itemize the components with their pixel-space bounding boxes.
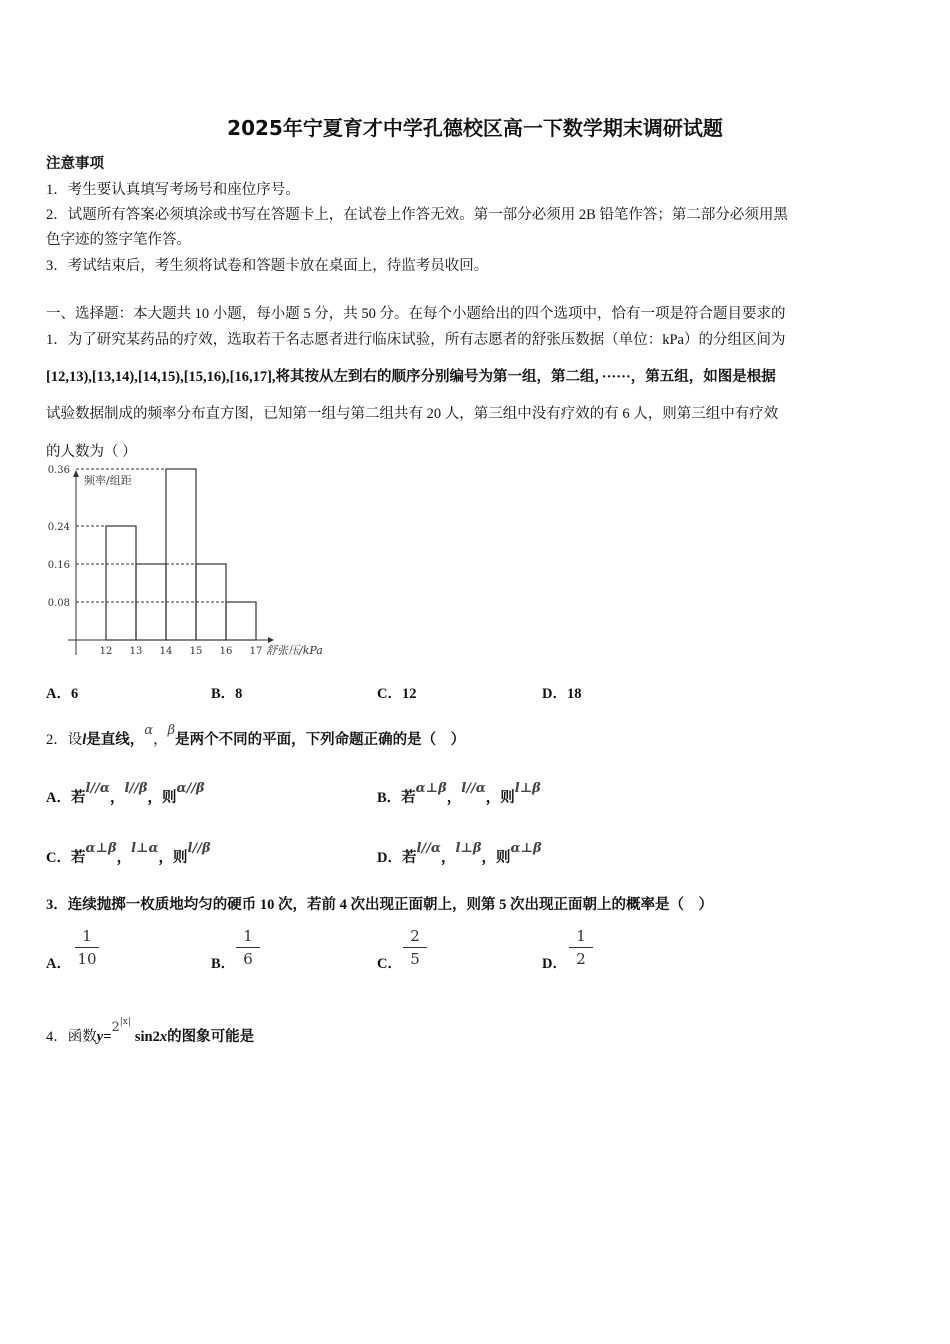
y-tick-label: 0.36 xyxy=(47,465,70,476)
x-axis-arrow xyxy=(268,637,274,643)
notice-item: 3．考试结束后，考生须将试卷和答题卡放在桌面上，待监考员收回。 xyxy=(46,258,489,274)
q2-option-c[interactable] xyxy=(46,841,211,867)
q3-option-b-fraction[interactable] xyxy=(236,927,260,968)
q1-option-d[interactable]: D．18 xyxy=(542,686,582,702)
y-axis-label: 频率/组距 xyxy=(84,474,132,487)
histogram-bar xyxy=(226,602,256,640)
option-comma: ， xyxy=(116,850,132,866)
option-then: ，则 xyxy=(481,850,511,866)
page-title: 2025年宁夏育才中学孔德校区高一下数学期末调研试题 xyxy=(227,116,723,140)
option-then: ，则 xyxy=(485,790,515,806)
question-1-line: 1．为了研究某药品的疗效，选取若干名志愿者进行临床试验，所有志愿者的舒张压数据（单位：kPa）的分组区间为 xyxy=(46,332,786,348)
frequency-histogram xyxy=(40,465,350,665)
option-math: l//α xyxy=(461,781,486,796)
x-tick-label: 17 xyxy=(249,646,263,657)
question-2-stem xyxy=(46,723,466,749)
option-math: l//β xyxy=(187,841,211,856)
q2-stem-part: 是直线， xyxy=(86,732,145,748)
q2-option-a[interactable] xyxy=(46,781,205,807)
option-math: α//β xyxy=(176,781,205,796)
denominator: 10 xyxy=(77,950,97,968)
option-then: ，则 xyxy=(147,790,177,806)
option-label: C．若 xyxy=(46,850,86,866)
option-math: l⊥α xyxy=(131,841,159,856)
q4-rest: 的图象可能是 xyxy=(167,1029,255,1045)
q1-option-a[interactable]: A．6 xyxy=(46,686,79,702)
q1-option-c[interactable]: C．12 xyxy=(377,686,417,702)
q2-comma: ， xyxy=(153,732,168,748)
option-comma: ， xyxy=(109,790,125,806)
numerator: 1 xyxy=(243,927,253,945)
q4-var: x xyxy=(159,1029,168,1045)
q4-func: sin2 xyxy=(134,1029,160,1045)
section-heading: 一、选择题：本大题共 10 小题，每小题 5 分，共 50 分。在每个小题给出的四个选项中，恰有一项是符合题目要求的 xyxy=(46,306,786,322)
x-tick-label: 14 xyxy=(159,646,173,657)
notice-item: 色字迹的签字笔作答。 xyxy=(46,232,191,248)
option-then: ，则 xyxy=(158,850,188,866)
option-math: l⊥β xyxy=(514,781,541,796)
q2-option-d[interactable] xyxy=(377,841,542,867)
q3-option-d-label[interactable]: D． xyxy=(542,956,567,972)
option-math: l//α xyxy=(416,841,441,856)
x-tick-label: 13 xyxy=(129,646,143,657)
denominator: 6 xyxy=(243,950,253,968)
question-4-stem xyxy=(46,1017,255,1046)
q4-base: 2 xyxy=(111,1020,120,1035)
numerator: 1 xyxy=(82,927,92,945)
q2-line-symbol: l xyxy=(82,732,87,748)
option-math: α⊥β xyxy=(510,841,542,856)
q2-stem-part: 2．设 xyxy=(46,732,83,748)
histogram-bar xyxy=(106,526,136,640)
notice-heading: 注意事项 xyxy=(46,156,104,172)
x-tick-label: 12 xyxy=(99,646,113,657)
option-comma: ， xyxy=(446,790,462,806)
q3-option-c-fraction[interactable] xyxy=(403,927,427,968)
denominator: 2 xyxy=(576,950,586,968)
notice-item: 1．考生要认真填写考场号和座位序号。 xyxy=(46,182,300,198)
option-math: α⊥β xyxy=(415,781,447,796)
option-comma: ， xyxy=(440,850,456,866)
numerator: 2 xyxy=(410,927,420,945)
q4-y: y= xyxy=(96,1029,112,1045)
q3-option-a-label[interactable]: A． xyxy=(46,956,71,972)
option-math: l//α xyxy=(85,781,110,796)
fraction-bar xyxy=(403,947,427,948)
option-label: B．若 xyxy=(377,790,416,806)
q2-alpha: α xyxy=(144,723,154,738)
q3-option-a-fraction[interactable] xyxy=(75,927,99,968)
y-axis-arrow xyxy=(73,470,79,477)
question-1-line: [12,13),[13,14),[14,15),[15,16),[16,17],将其按从左到右的顺序分别编号为第一组，第二组，······，第五组，如图是根据 xyxy=(46,369,776,385)
option-label: A．若 xyxy=(46,790,86,806)
q2-stem-part: 是两个不同的平面，下列命题正确的是（ ） xyxy=(175,732,466,748)
option-math: l//β xyxy=(124,781,148,796)
option-label: D．若 xyxy=(377,850,417,866)
q4-exponent: |x| xyxy=(119,1017,131,1027)
histogram-bar xyxy=(166,469,196,640)
q3-option-b-label[interactable]: B． xyxy=(211,956,236,972)
question-1-line: 的人数为（ ） xyxy=(46,444,137,460)
y-tick-label: 0.08 xyxy=(47,598,70,609)
fraction-bar xyxy=(569,947,593,948)
q3-option-d-fraction[interactable] xyxy=(569,927,593,968)
x-axis-label: 舒张压/kPa xyxy=(266,644,323,657)
numerator: 1 xyxy=(576,927,586,945)
y-tick-label: 0.16 xyxy=(47,560,70,571)
notice-item: 2．试题所有答案必须填涂或书写在答题卡上，在试卷上作答无效。第一部分必须用 2B 铅笔作答；第二部分必须用黑 xyxy=(46,207,788,223)
q1-option-b[interactable]: B．8 xyxy=(211,686,243,702)
fraction-bar xyxy=(75,947,99,948)
x-tick-label: 16 xyxy=(219,646,233,657)
q2-option-b[interactable] xyxy=(377,781,541,807)
x-tick-label: 15 xyxy=(189,646,203,657)
denominator: 5 xyxy=(410,950,420,968)
fraction-bar xyxy=(236,947,260,948)
question-1-line: 试验数据制成的频率分布直方图，已知第一组与第二组共有 20 人，第三组中没有疗效的有 6 人，则第三组中有疗效 xyxy=(46,406,779,422)
option-math: l⊥β xyxy=(455,841,482,856)
y-tick-label: 0.24 xyxy=(47,522,70,533)
question-3-stem: 3．连续抛掷一枚质地均匀的硬币 10 次，若前 4 次出现正面朝上，则第 5 次出现正面朝上的概率是（ ） xyxy=(46,897,713,913)
q2-beta: β xyxy=(167,723,176,738)
q3-option-c-label[interactable]: C． xyxy=(377,956,402,972)
option-math: α⊥β xyxy=(85,841,117,856)
q4-number: 4．函数 xyxy=(46,1029,97,1045)
